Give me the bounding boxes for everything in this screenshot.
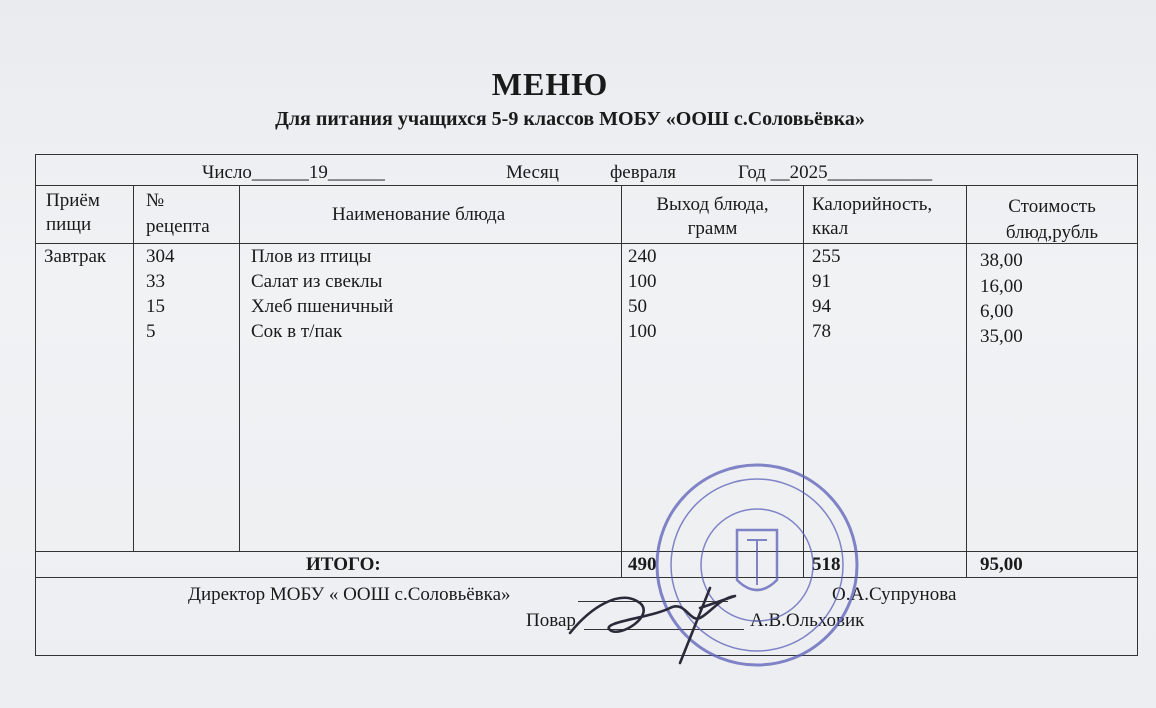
date-month-label: Месяц [506, 162, 559, 183]
date-day: Число______19______ [202, 162, 385, 183]
header-calories-line1: Калорийность, [812, 194, 933, 215]
row-calories: 255 [812, 246, 841, 267]
header-cost-line1: Стоимость [1008, 196, 1096, 217]
totals-cost: 95,00 [980, 554, 1023, 575]
row-cost: 35,00 [980, 326, 1023, 347]
table-rule [133, 185, 134, 551]
signature-mark [560, 578, 780, 668]
row-output: 50 [628, 296, 647, 317]
row-output: 240 [628, 246, 657, 267]
header-recipe-line2: рецепта [146, 216, 210, 237]
header-output-line1: Выход блюда, [656, 194, 769, 215]
row-recipe: 304 [146, 246, 175, 267]
table-rule [239, 185, 240, 551]
cook-name: А.В.Ольховик [750, 610, 865, 631]
row-cost: 38,00 [980, 250, 1023, 271]
row-dish: Сок в т/пак [251, 321, 343, 342]
row-recipe: 15 [146, 296, 165, 317]
totals-output: 490 [628, 554, 657, 575]
table-rule [621, 185, 622, 577]
row-calories: 94 [812, 296, 831, 317]
row-calories: 91 [812, 271, 831, 292]
row-recipe: 5 [146, 321, 156, 342]
row-cost: 6,00 [980, 301, 1014, 322]
row-output: 100 [628, 321, 657, 342]
menu-title: МЕНЮ [491, 66, 609, 102]
director-line: Директор МОБУ « ООШ с.Соловьёвка» [188, 584, 511, 605]
date-month-value: февраля [610, 162, 677, 183]
totals-label: ИТОГО: [306, 554, 381, 575]
row-cost: 16,00 [980, 276, 1023, 297]
table-rule [36, 551, 1137, 552]
row-dish: Хлеб пшеничный [251, 296, 394, 317]
cook-label: Повар [526, 610, 576, 631]
header-dish: Наименование блюда [332, 204, 506, 225]
table-rule [36, 185, 1137, 186]
row-recipe: 33 [146, 271, 165, 292]
header-cost-line2: блюд,рубль [1005, 222, 1099, 243]
row-dish: Салат из свеклы [251, 271, 383, 292]
meal-name: Завтрак [44, 246, 107, 267]
menu-subtitle: Для питания учащихся 5-9 классов МОБУ «ООШ с.Соловьёвка» [275, 108, 865, 130]
header-output-line2: грамм [687, 218, 738, 239]
row-output: 100 [628, 271, 657, 292]
header-meal-line2: пищи [46, 214, 92, 235]
totals-calories: 518 [812, 554, 841, 575]
row-calories: 78 [812, 321, 831, 342]
director-name: О.А.Супрунова [832, 584, 957, 605]
row-dish: Плов из птицы [251, 246, 372, 267]
header-meal-line1: Приём [46, 190, 100, 211]
date-year: Год __2025___________ [738, 162, 933, 183]
header-calories-line2: ккал [812, 218, 849, 239]
header-recipe-line1: № [146, 190, 165, 211]
